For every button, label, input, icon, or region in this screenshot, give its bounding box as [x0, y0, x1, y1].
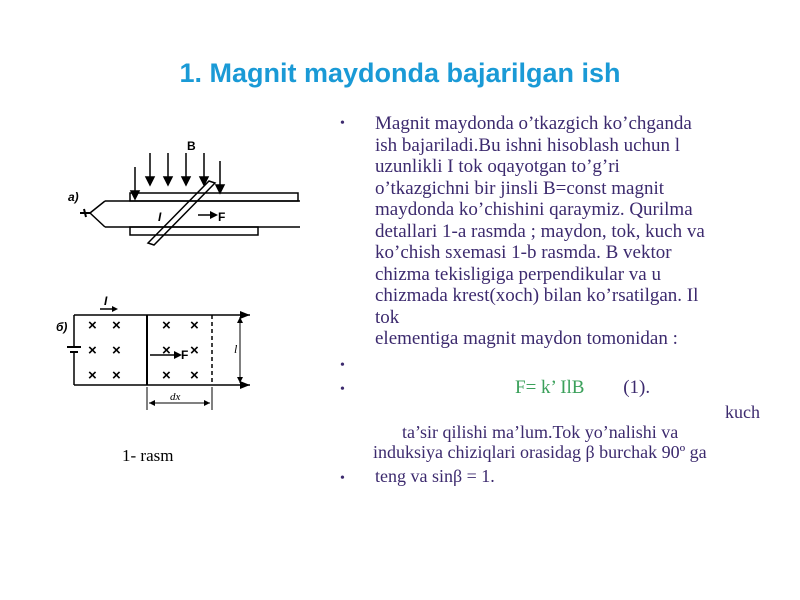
svg-text:×: ×	[112, 342, 121, 359]
label-I-a: I	[158, 210, 162, 224]
svg-text:×: ×	[112, 367, 121, 384]
label-I-b: I	[104, 294, 108, 308]
paragraph-4: teng va sinβ = 1.	[375, 466, 495, 486]
figure-caption: 1- rasm	[122, 446, 174, 465]
page-title: 1. Magnit maydonda bajarilgan ish	[179, 58, 621, 88]
svg-text:×: ×	[190, 367, 199, 384]
label-l: l	[234, 342, 238, 356]
svg-text:×: ×	[190, 342, 199, 359]
svg-text:×: ×	[112, 317, 121, 334]
label-a: a)	[68, 190, 79, 204]
svg-text:×: ×	[190, 317, 199, 334]
circuit-diagram	[50, 135, 300, 425]
svg-text:×: ×	[88, 317, 97, 334]
paragraph-1: Magnit maydonda o’tkazgich ko’chganda ish bajariladi.Bu ishni hisoblash uchun l uzunlikli I tok oqayotgan to’g’ri o’tkazgichni bir jinsli B=const magnit maydonda ko’chishini qaraymiz. Qurilma detallari 1-a rasmda ; maydon, tok, kuch va ko’chish sxemasi 1-b rasmda. B vektor chizma tekisligiga perpendikular va u chizmada krest(xoch) bilan ko’rsatilgan. Il tok elementiga magnit maydon tomonidan :	[375, 113, 705, 349]
label-F-a: F	[218, 210, 226, 224]
figure-magnetic-work	[50, 135, 300, 425]
formula-number: (1).	[623, 377, 651, 398]
paragraph-3-line-1: ta’sir qilishi ma’lum.Tok yo’nalishi va	[402, 422, 679, 442]
label-F-b: F	[181, 348, 189, 362]
svg-text:×: ×	[162, 342, 171, 359]
label-dx: dx	[170, 391, 181, 403]
paragraph-3-line-2: induksiya chiziqlari orasidag β burchak 90º ga	[373, 442, 707, 462]
svg-text:×: ×	[88, 342, 97, 359]
bullet-marker: •	[340, 471, 345, 486]
label-B: B	[187, 139, 196, 153]
kuch-text: kuch	[725, 402, 760, 422]
bullet-marker: •	[340, 382, 345, 397]
formula-line	[515, 377, 800, 399]
formula: F= k’ IlB	[515, 377, 585, 398]
svg-text:×: ×	[88, 367, 97, 384]
bullet-marker: •	[340, 358, 345, 373]
svg-text:×: ×	[162, 367, 171, 384]
svg-text:×: ×	[162, 317, 171, 334]
label-b: б)	[56, 320, 68, 334]
bullet-marker: •	[340, 116, 345, 131]
